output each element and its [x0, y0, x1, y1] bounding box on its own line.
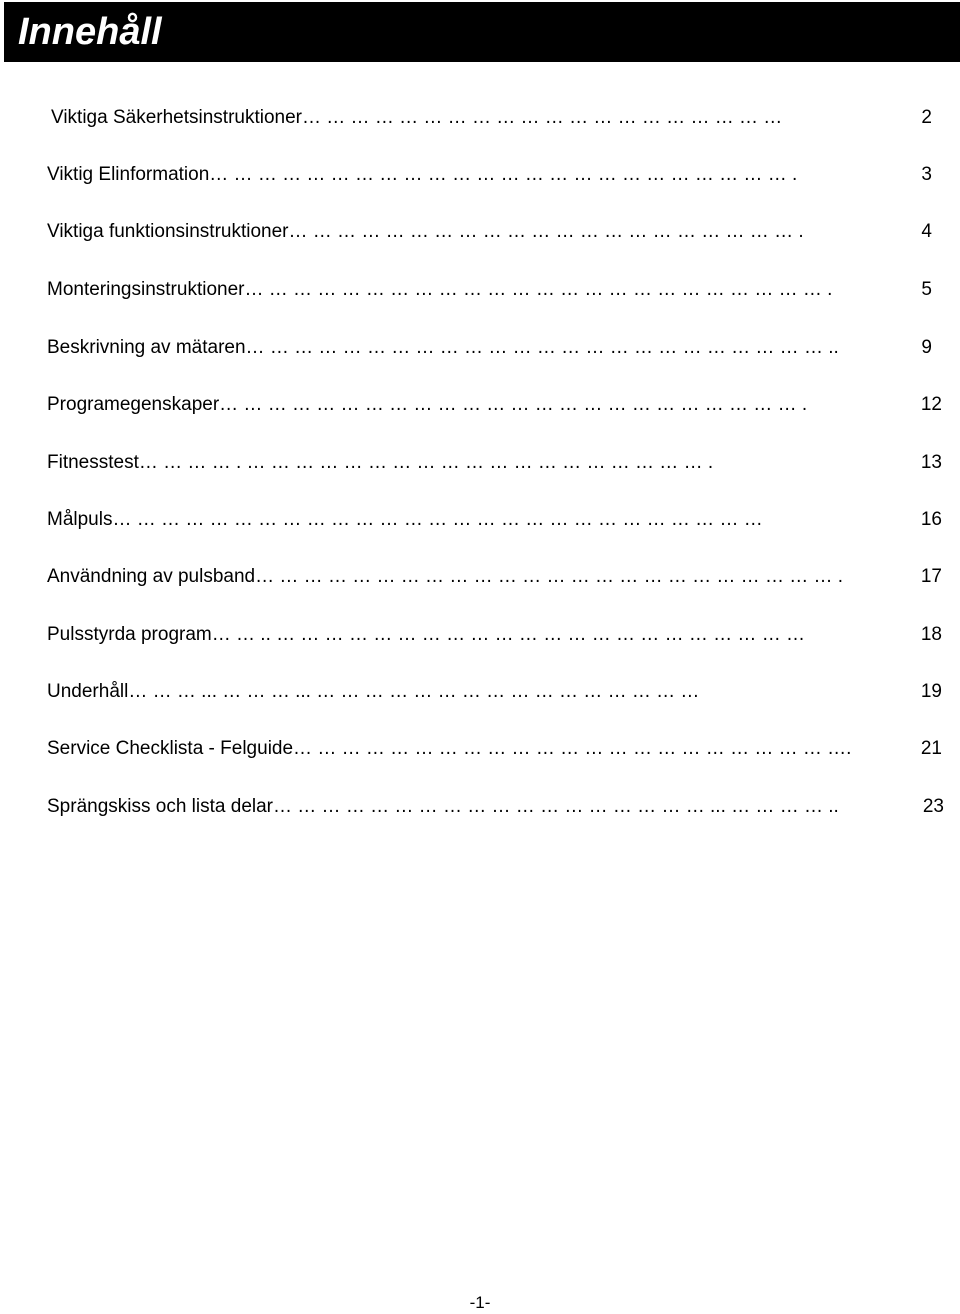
toc-entry — [47, 735, 942, 763]
toc-entry-title: Användning av pulsband — [47, 566, 256, 587]
toc-entry-title: Monteringsinstruktioner — [47, 279, 245, 300]
toc-entry-title: Målpuls — [47, 509, 113, 530]
toc-entry-leader: … … … … … … … … … … … … … … … … … … … … … . — [288, 221, 804, 242]
toc-entry-title: Pulsstyrda program — [47, 624, 212, 645]
toc-entry-leader: … … … … … … … … … … … … … … … … … … … … … … … … . — [244, 279, 833, 300]
toc-entry-title: Programegenskaper — [47, 394, 220, 415]
toc-entry — [47, 793, 944, 821]
toc-entry-leader: … … … … … … … … … … … … … … … … … … … … … … … … … … … — [112, 509, 763, 530]
toc-entry-title: Sprängskiss och lista delar — [47, 796, 273, 817]
toc-entry-leader: … … .. … … … … … … … … … … … … … … … … … … … … … … — [211, 624, 805, 645]
toc-entry-title: Beskrivning av mätaren — [47, 337, 246, 358]
toc-entry-leader: … … … … … … … … … … … … … … … … … … ... … … … … .. — [273, 796, 839, 817]
toc-entry-page: 12 — [920, 394, 942, 415]
toc-entry — [47, 678, 942, 706]
toc-entry-leader: … … … … … … … … … … … … … … … … … … … … … … … … . — [209, 164, 798, 185]
page-title: Innehåll — [18, 11, 162, 53]
toc-entry-title: Viktiga Säkerhetsinstruktioner — [51, 107, 302, 128]
toc-entry-leader: … … … … … … … … … … … … … … … … … … … … … … … … . — [255, 566, 844, 587]
toc-entry-page: 17 — [920, 566, 942, 587]
toc-entry — [47, 218, 932, 246]
toc-entry — [47, 449, 942, 477]
toc-entry-leader: … … … … … … … … … … … … … … … … … … … … … … … … . — [219, 394, 808, 415]
toc-entry-leader: … … … … . … … … … … … … … … … … … … … … … … … … . — [138, 452, 714, 473]
toc-entry-page: 23 — [922, 796, 944, 817]
toc-entry-page: 9 — [921, 337, 932, 358]
toc-entry — [51, 104, 932, 132]
toc-entry-title: Viktig Elinformation — [47, 164, 210, 185]
toc-entry-title: Fitnesstest — [47, 452, 139, 473]
toc-entry — [47, 161, 932, 189]
toc-entry-leader: … … … … … … … … … … … … … … … … … … … … … … …. — [293, 738, 852, 759]
toc-entry — [47, 621, 942, 649]
toc-entry-leader: … … … … … … … … … … … … … … … … … … … … … … … … .. — [245, 337, 839, 358]
toc-entry — [47, 563, 942, 591]
toc-entry-title: Underhåll — [47, 681, 129, 702]
toc-entry-page: 2 — [921, 107, 932, 128]
toc-entry-title: Viktiga funktionsinstruktioner — [47, 221, 289, 242]
toc-entry — [47, 391, 942, 419]
toc-entry-title: Service Checklista - Felguide — [47, 738, 294, 759]
toc-entry-leader: … … … ... … … … ... … … … … … … … … … … … … … … … … — [128, 681, 700, 702]
toc-entry — [47, 506, 942, 534]
title-bar — [4, 2, 960, 62]
toc-entry-leader: … … … … … … … … … … … … … … … … … … … … — [302, 107, 783, 128]
toc-entry-page: 4 — [921, 221, 932, 242]
toc-entry — [47, 334, 932, 362]
toc-entry-page: 21 — [920, 738, 942, 759]
toc-entry-page: 18 — [920, 624, 942, 645]
toc-entry — [47, 276, 932, 304]
toc-entry-page: 19 — [920, 681, 942, 702]
toc-entry-page: 3 — [921, 164, 932, 185]
toc-entry-page: 5 — [921, 279, 932, 300]
toc-entry-page: 13 — [920, 452, 942, 473]
toc-entry-page: 16 — [920, 509, 942, 530]
page-number: -1- — [469, 1293, 491, 1312]
